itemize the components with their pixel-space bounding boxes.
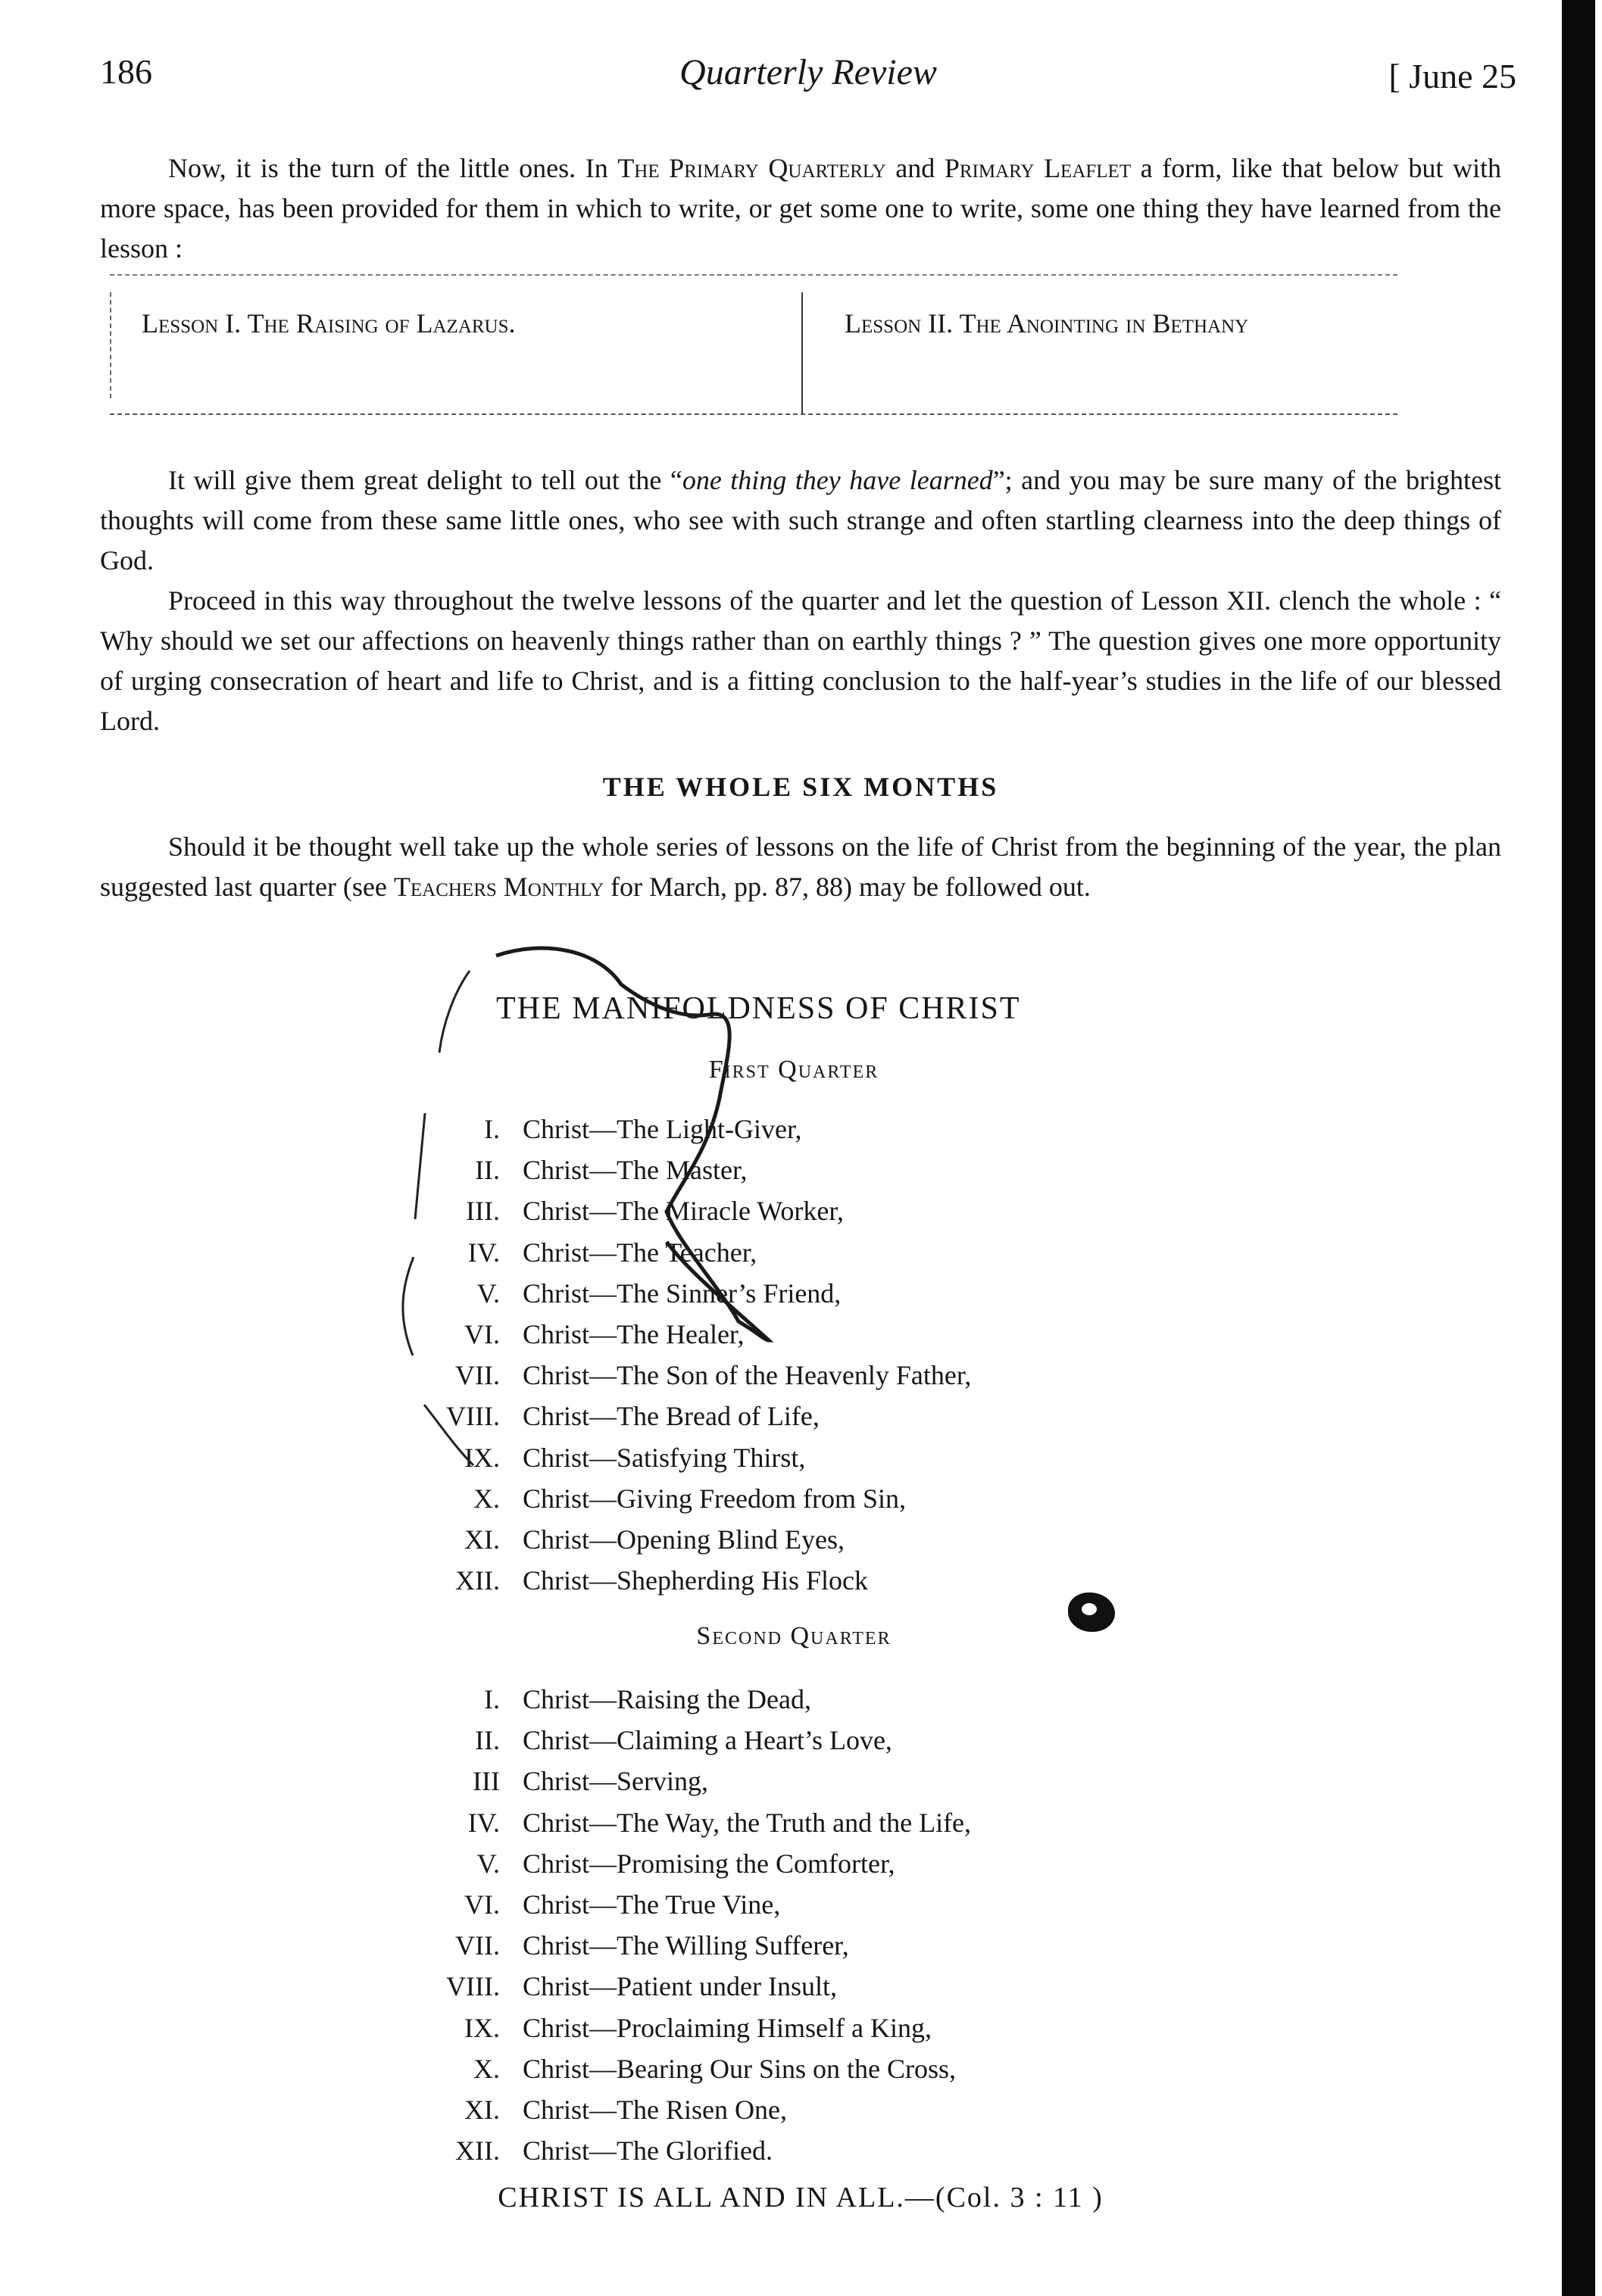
item-numeral: VIII. (446, 1971, 500, 2002)
item-numeral: IX. (464, 2012, 500, 2043)
item-title: Christ—Promising the Comforter, (523, 1848, 895, 1879)
item-title: Christ—The Glorified. (523, 2135, 773, 2167)
item-numeral: I. (484, 1114, 500, 1144)
form-lesson-1: Lesson I. The Raising of Lazarus. (142, 308, 516, 338)
six-months-text-end: for March, pp. 87, 88) may be followed out. (604, 872, 1091, 902)
item-numeral: VI. (464, 1889, 500, 1920)
second-quarter-heading: Second Quarter (696, 1622, 892, 1650)
item-numeral: I. (484, 1684, 500, 1714)
item-numeral: VII. (455, 1360, 500, 1391)
item-title: Christ—The Light-Giver, (523, 1114, 802, 1144)
item-title: Christ—The Master, (523, 1155, 748, 1186)
item-title: Christ—Giving Freedom from Sin, (523, 1483, 906, 1514)
item-title: Christ—The True Vine, (523, 1889, 781, 1920)
delight-text-end: ”; and you may be sure many of the brightest thoughts will come from these same little ones, who see with such strange and often startling clearness into the deep things of God. (100, 465, 1501, 576)
item-numeral: XII. (455, 2135, 500, 2167)
item-numeral: VII. (455, 1930, 500, 1961)
delight-italic-phrase: one thing they have learned (682, 465, 993, 495)
item-title: Christ—Patient under Insult, (523, 1971, 837, 2002)
item-numeral: IX. (464, 1442, 500, 1473)
scan-edge-bar (1562, 0, 1595, 2296)
intro-text-start: Now, it is the turn of the little ones. In (168, 153, 618, 183)
form-left-rule (110, 292, 113, 398)
item-numeral: II. (475, 1155, 500, 1186)
item-title: Christ—Opening Blind Eyes, (523, 1524, 845, 1555)
item-title: Christ—Satisfying Thirst, (523, 1442, 806, 1473)
item-title: Christ—The Sinner’s Friend, (523, 1277, 842, 1309)
form-divider (801, 292, 803, 413)
running-header (100, 51, 1516, 112)
item-numeral: III. (466, 1196, 500, 1227)
item-numeral: VI. (464, 1319, 500, 1349)
six-months-text-start: Should it be thought well take up the whole series of lessons on the life of Christ from the beginning of the year, the plan suggested last quarter (see (100, 831, 1501, 902)
item-title: Christ—Shepherding His Flock (523, 1565, 868, 1596)
journal-title: Quarterly Review (679, 52, 937, 92)
closing-line: CHRIST IS ALL AND IN ALL.—(Col. 3 : 11 ) (498, 2182, 1104, 2213)
form-lesson-2: Lesson II. The Anointing in Bethany (845, 308, 1249, 338)
item-numeral: V. (476, 1848, 500, 1879)
item-title: Christ—The Willing Sufferer, (523, 1930, 849, 1961)
first-quarter-heading: First Quarter (708, 1056, 879, 1084)
issue-date: [ June 25 (1388, 57, 1516, 95)
list-title: THE MANIFOLDNESS OF CHRIST (496, 991, 1021, 1026)
item-numeral: V. (476, 1277, 500, 1309)
intro-paragraph (100, 148, 1501, 269)
primary-quarterly-title: The Primary Quarterly (617, 153, 886, 183)
proceed-paragraph: Proceed in this way throughout the twelve lessons of the quarter and let the question of Lesson XII. clench the whole : “ Why should we set our affections on heavenly things rather than on earthly things ? ” The question gives one more opportunity of urging consecration of heart and life to Christ, and is a fitting conclusion to the half-year’s studies in the life of our blessed Lord. (100, 585, 1501, 736)
item-title: Christ—The Teacher, (523, 1237, 757, 1268)
item-numeral: X. (473, 1483, 500, 1514)
intro-text-end: a form, like that below but with more space, has been provided for them in which to write, or get some one to write, some one thing they have learned from the lesson : (100, 153, 1502, 264)
teachers-monthly-title: Teachers Monthly (393, 872, 604, 902)
item-title: Christ—Claiming a Heart’s Love, (523, 1725, 892, 1756)
item-numeral: XI. (464, 1524, 500, 1555)
item-title: Christ—The Way, the Truth and the Life, (523, 1807, 972, 1838)
ink-blot (1068, 1593, 1115, 1632)
item-title: Christ—Bearing Our Sins on the Cross, (523, 2053, 956, 2084)
item-numeral: II. (475, 1725, 500, 1756)
six-months-paragraph (100, 827, 1501, 907)
delight-paragraph (100, 460, 1501, 581)
item-numeral: VIII. (446, 1401, 500, 1432)
item-numeral: X. (473, 2053, 500, 2084)
item-numeral: XI. (464, 2095, 500, 2125)
item-numeral: IV. (467, 1237, 500, 1268)
delight-text-start: It will give them great delight to tell out the “ (168, 465, 682, 495)
lesson-form (110, 292, 1397, 415)
form-top-rule (110, 274, 1397, 276)
item-title: Christ—Proclaiming Himself a King, (523, 2012, 932, 2043)
page-number: 186 (100, 52, 152, 91)
item-title: Christ—The Healer, (523, 1319, 745, 1349)
primary-leaflet-title: Primary Leaflet (944, 153, 1132, 183)
item-numeral: III (473, 1766, 500, 1797)
item-title: Christ—Raising the Dead, (523, 1684, 811, 1714)
section-heading: THE WHOLE SIX MONTHS (602, 772, 999, 802)
item-title: Christ—The Bread of Life, (523, 1401, 820, 1432)
item-title: Christ—The Miracle Worker, (523, 1196, 844, 1227)
intro-text-and: and (885, 153, 945, 183)
item-title: Christ—The Risen One, (523, 2095, 787, 2125)
item-numeral: XII. (455, 1565, 500, 1596)
item-title: Christ—Serving, (523, 1766, 709, 1797)
item-numeral: IV. (467, 1807, 500, 1838)
item-title: Christ—The Son of the Heavenly Father, (523, 1360, 972, 1391)
